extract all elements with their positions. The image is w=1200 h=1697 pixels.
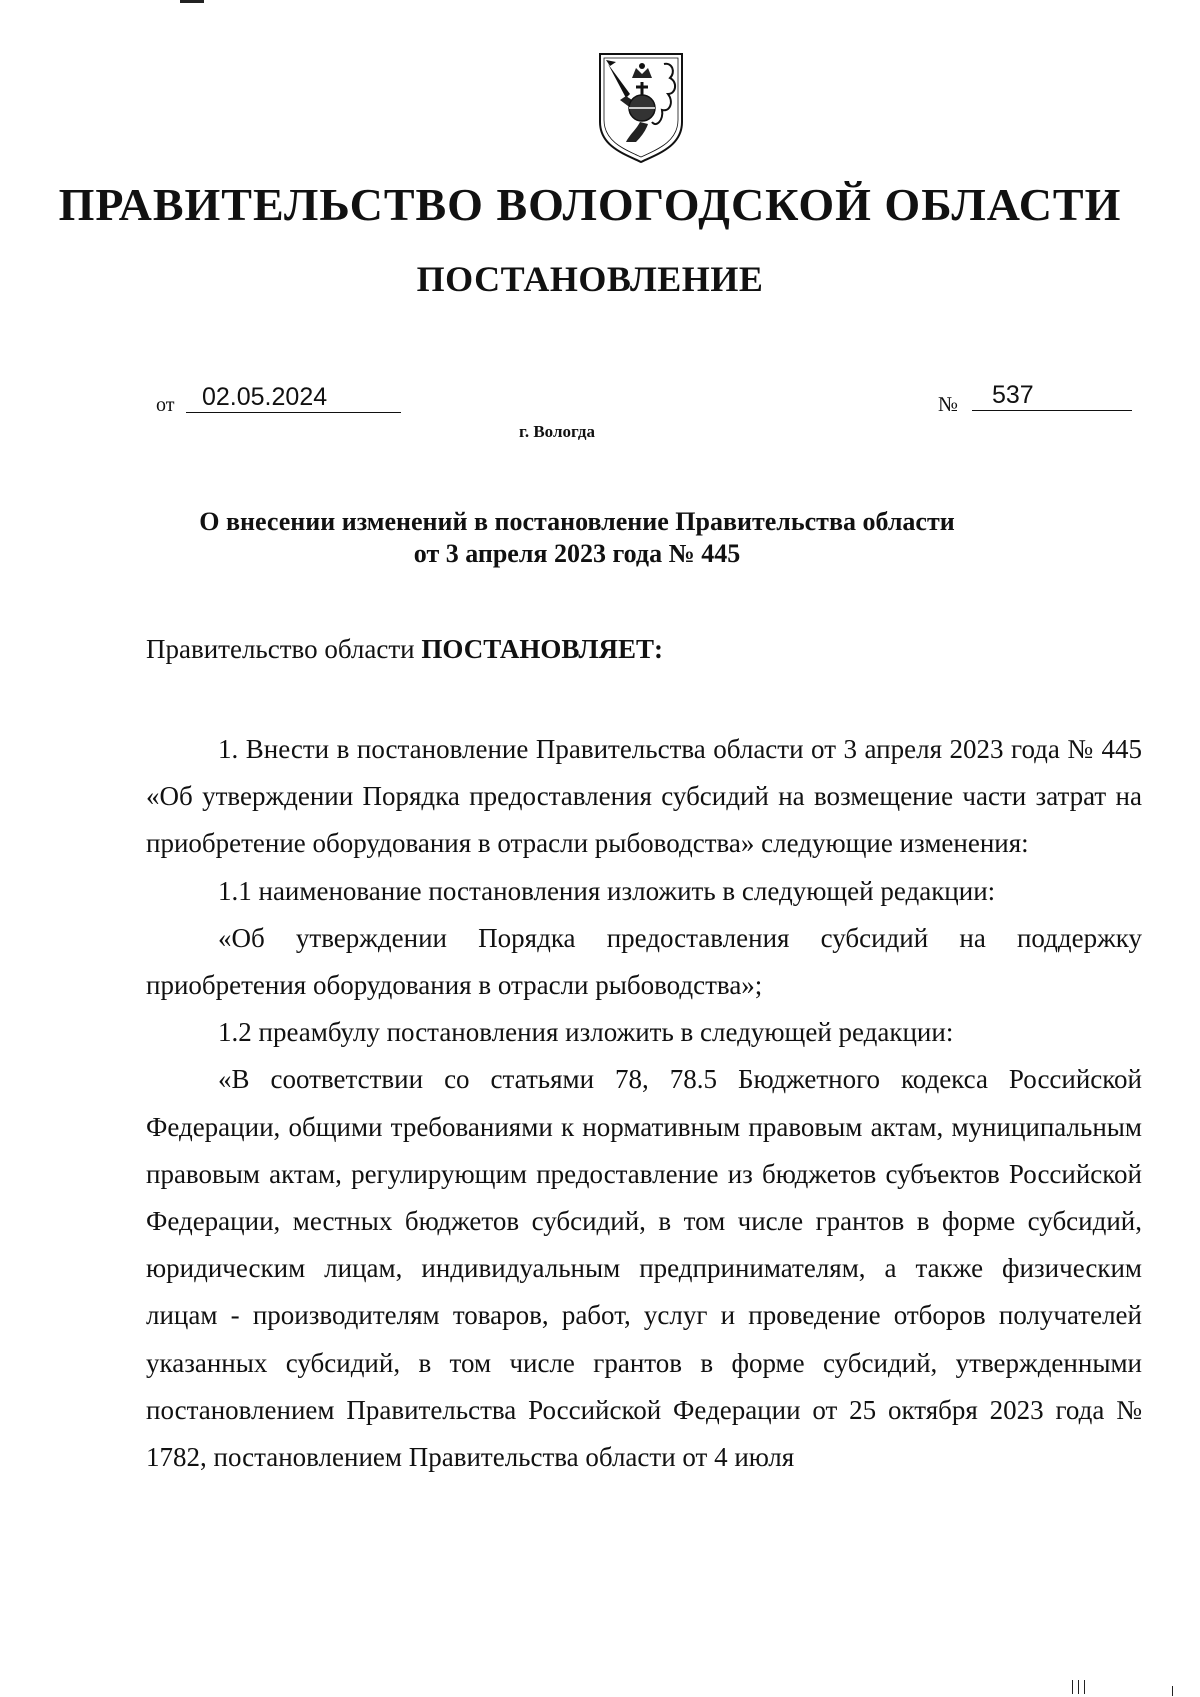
city-name: г. Вологда <box>519 422 595 441</box>
scan-artifact <box>1072 1680 1073 1694</box>
scan-artifact <box>1172 1686 1173 1696</box>
date-number-row <box>156 382 1131 422</box>
paragraph-1-1: 1.1 наименование постановления изложить в следующей редакции: <box>218 875 996 906</box>
document-number: 537 <box>972 380 1132 411</box>
vologda-coat-of-arms-icon <box>596 50 686 164</box>
resolves-statement <box>146 634 663 665</box>
paragraph-1-2-text: «В соответствии со статьями 78, 78.5 Бюджетного кодекса Российской Федерации, общими требованиями к нормативным правовым актам, муниципальным правовым актам, регулирующим предоставление из бюджетов субъектов Российской Федерации, местных бюджетов субсидий, в том числе грантов в форме субсидий, юридическим лицам, индивидуальным предпринимателям, а также физическим лицам - производителям товаров, работ, услуг и проведение отборов получателей указанных субсидий, в том числе грантов в форме субсидий, утвержденными постановлением Правительства Российской Федерации от 25 октября 2023 года № 1782, постановлением Правительства области от 4 июля <box>146 1064 1142 1473</box>
resolves-prefix: Правительство области <box>146 634 422 664</box>
number-label: № <box>938 392 959 416</box>
paragraph-1: 1. Внести в постановление Правительства области от 3 апреля 2023 года № 445 «Об утверждении Порядка предоставления субсидий на возмещение части затрат на приобретение оборудования в отрасли рыбоводства» следующие изменения: <box>146 734 1142 859</box>
paragraph-1-2: 1.2 преамбулу постановления изложить в следующей редакции: <box>218 1017 954 1048</box>
scan-artifact <box>1084 1680 1085 1694</box>
document-date: 02.05.2024 <box>186 382 401 413</box>
resolves-keyword: ПОСТАНОВЛЯЕТ: <box>421 634 663 664</box>
government-title: ПРАВИТЕЛЬСТВО ВОЛОГОДСКОЙ ОБЛАСТИ <box>58 179 1122 230</box>
scan-artifact <box>180 0 204 3</box>
document-body <box>146 726 1142 1481</box>
subject-line-2: от 3 апреля 2023 года № 445 <box>413 539 741 568</box>
scan-artifact <box>1078 1680 1079 1694</box>
paragraph-1-1-text: «Об утверждении Порядка предоставления субсидий на поддержку приобретения оборудования в отрасли рыбоводства»; <box>146 922 1142 1001</box>
document-type-title: ПОСТАНОВЛЕНИЕ <box>416 259 764 299</box>
document-subject <box>0 506 1200 570</box>
date-label: от <box>156 394 175 416</box>
subject-line-1: О внесении изменений в постановление Правительства области <box>199 507 955 536</box>
